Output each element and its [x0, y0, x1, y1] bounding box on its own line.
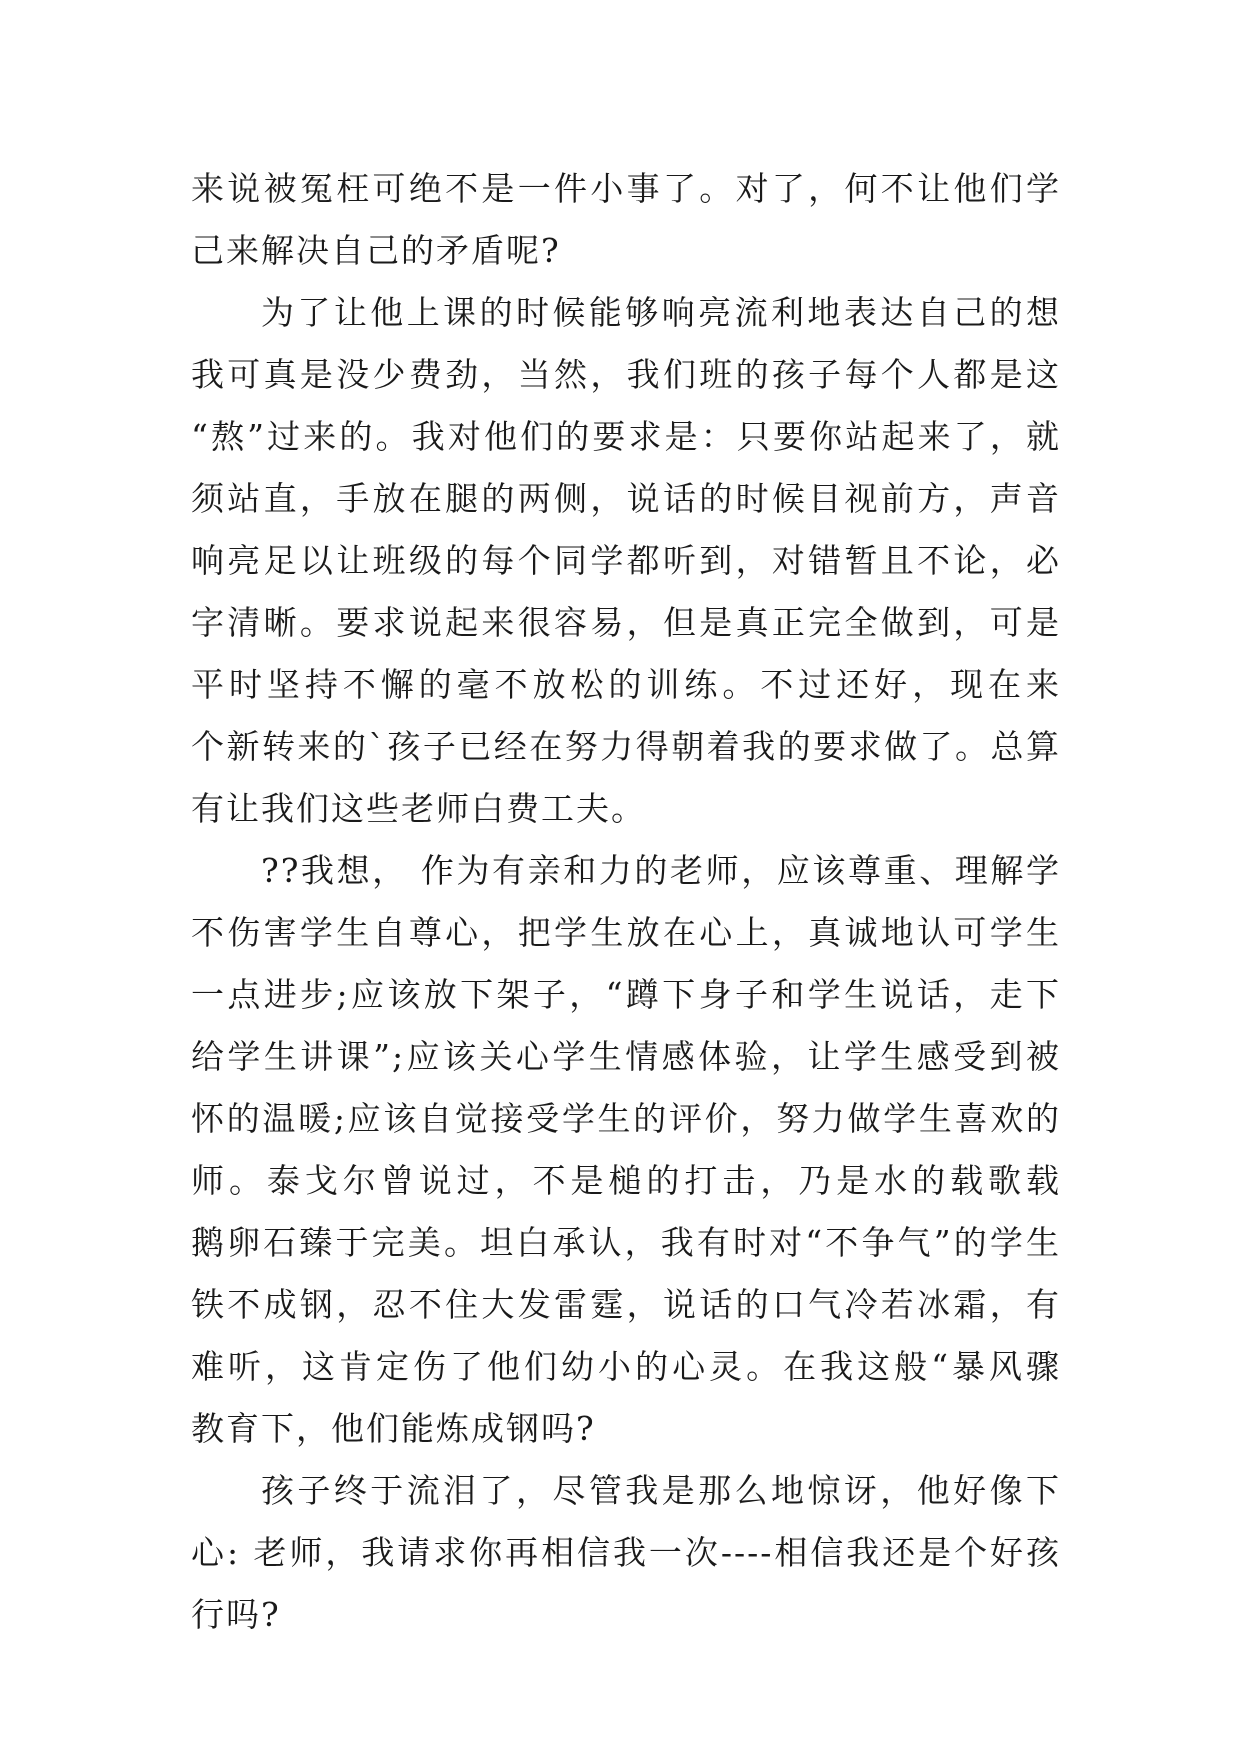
paragraph	[191, 1460, 1061, 1646]
paragraph	[191, 158, 1061, 282]
text-line: 字清晰。要求说起来很容易，但是真正完全做到，可是	[191, 603, 1061, 642]
text-line: “熬”过来的。我对他们的要求是：只要你站起来了，就	[191, 417, 1061, 456]
body-text	[191, 158, 1061, 1646]
text-line: 不伤害学生自尊心，把学生放在心上，真诚地认可学生	[191, 913, 1061, 952]
text-line: 教育下，他们能炼成钢吗?	[191, 1409, 596, 1448]
text-line: 怀的温暖;应该自觉接受学生的评价，努力做学生喜欢的	[191, 1099, 1061, 1138]
text-line: 为了让他上课的时候能够响亮流利地表达自己的想	[261, 293, 1061, 332]
paragraph	[191, 840, 1061, 1460]
paragraph	[191, 282, 1061, 840]
text-line: 来说被冤枉可绝不是一件小事了。对了，何不让他们学	[191, 169, 1061, 208]
text-line: 给学生讲课”;应该关心学生情感体验，让学生感受到被	[191, 1037, 1061, 1076]
text-line: 难听，这肯定伤了他们幼小的心灵。在我这般“暴风骤	[191, 1347, 1061, 1386]
text-line: 须站直，手放在腿的两侧，说话的时候目视前方，声音	[191, 479, 1061, 518]
text-line: 行吗?	[191, 1595, 281, 1634]
text-line: 我可真是没少费劲，当然，我们班的孩子每个人都是这	[191, 355, 1061, 394]
text-line: 心: 老师，我请求你再相信我一次----相信我还是个好孩	[191, 1533, 1061, 1572]
text-line: ??我想， 作为有亲和力的老师，应该尊重、理解学	[261, 851, 1061, 890]
text-line: 己来解决自己的矛盾呢?	[191, 231, 561, 270]
text-line: 师。泰戈尔曾说过，不是槌的打击，乃是水的载歌载	[191, 1161, 1061, 1200]
text-line: 孩子终于流泪了，尽管我是那么地惊讶，他好像下	[261, 1471, 1061, 1510]
text-line: 平时坚持不懈的毫不放松的训练。不过还好，现在来	[191, 665, 1061, 704]
text-line: 响亮足以让班级的每个同学都听到，对错暂且不论，必	[191, 541, 1061, 580]
text-line: 有让我们这些老师白费工夫。	[191, 789, 646, 828]
text-line: 鹅卵石臻于完美。坦白承认，我有时对“不争气”的学生	[191, 1223, 1061, 1262]
text-line: 铁不成钢，忍不住大发雷霆，说话的口气冷若冰霜，有	[191, 1285, 1061, 1324]
text-line: 一点进步;应该放下架子，“蹲下身子和学生说话，走下	[191, 975, 1061, 1014]
text-line: 个新转来的`孩子已经在努力得朝着我的要求做了。总算	[191, 727, 1061, 766]
